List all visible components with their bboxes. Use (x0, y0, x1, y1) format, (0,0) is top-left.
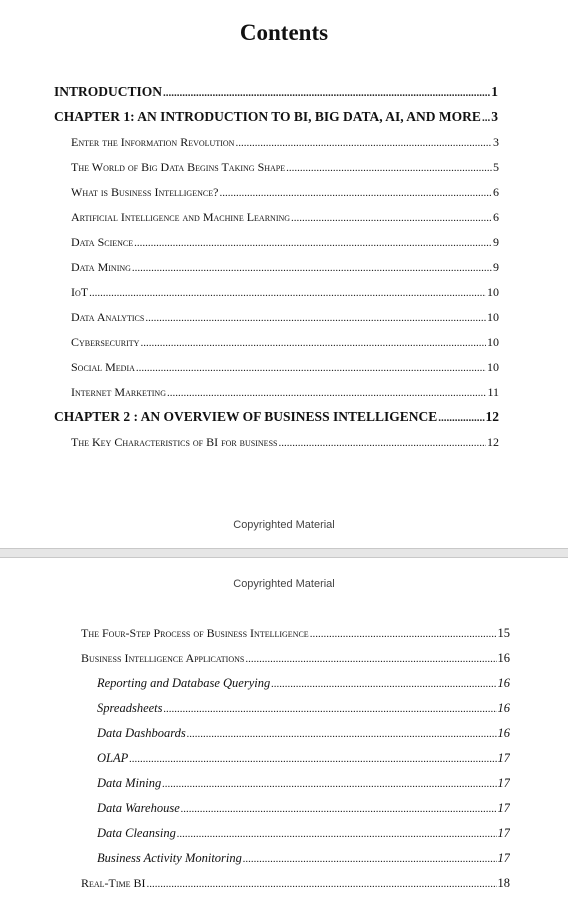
toc-entry-page: 17 (497, 801, 510, 815)
toc-entry-label: Enter the Information Revolution (71, 135, 235, 149)
toc-entry-page: 12 (487, 435, 499, 449)
toc-leader-dots (278, 433, 486, 452)
toc-entry-label: Data Dashboards (97, 726, 186, 740)
toc-entry-label: Data Science (71, 235, 134, 249)
toc-entry-page: 16 (497, 651, 510, 665)
toc-entry-four-step-process[interactable] (81, 623, 510, 643)
copyright-notice: Copyrighted Material (233, 519, 335, 531)
toc-entry-label: INTRODUCTION (54, 84, 163, 99)
toc-entry-ai-ml[interactable] (71, 207, 499, 227)
toc-entry-label: Data Mining (71, 260, 131, 274)
toc-entry-label: Data Cleansing (97, 826, 176, 840)
toc-leader-dots (129, 749, 496, 768)
toc-leader-dots (164, 699, 497, 718)
contents-heading: Contents (239, 20, 329, 45)
toc-entry-label: The Four-Step Process of Business Intelligence (81, 626, 309, 640)
toc-entry-social-media[interactable] (71, 357, 499, 377)
toc-leader-dots (132, 258, 492, 277)
toc-entry-data-cleansing[interactable] (97, 823, 510, 843)
toc-entry-label: Business Intelligence Applications (81, 651, 245, 665)
toc-entry-what-is-bi[interactable] (71, 182, 499, 202)
toc-leader-dots (163, 83, 490, 102)
toc-entry-internet-marketing[interactable] (71, 382, 499, 402)
toc-entry-label: Data Warehouse (97, 801, 180, 815)
toc-entry-label: Cybersecurity (71, 335, 140, 349)
toc-entry-chapter-2[interactable] (54, 407, 499, 427)
toc-entry-key-characteristics[interactable] (71, 432, 499, 452)
copyright-notice: Copyrighted Material (233, 578, 335, 590)
toc-entry-data-science[interactable] (71, 232, 499, 252)
toc-entry-label: IoT (71, 285, 89, 299)
toc-entry-label: Business Activity Monitoring (97, 851, 242, 865)
toc-entry-business-activity-monitoring[interactable] (97, 848, 510, 868)
toc-entry-page: 10 (487, 360, 499, 374)
toc-leader-dots (145, 308, 486, 327)
toc-entry-data-dashboards[interactable] (97, 723, 510, 743)
toc-leader-dots (177, 824, 497, 843)
toc-entry-page: 10 (487, 285, 499, 299)
toc-entry-page: 9 (493, 260, 499, 274)
toc-leader-dots (162, 774, 496, 793)
toc-entry-information-revolution[interactable] (71, 132, 499, 152)
toc-leader-dots (219, 183, 492, 202)
toc-entry-label: Social Media (71, 360, 135, 374)
toc-entry-label: OLAP (97, 751, 129, 765)
toc-entry-label: CHAPTER 1: AN INTRODUCTION TO BI, BIG DATA, AI, AND MORE (54, 109, 481, 124)
toc-entry-page: 1 (491, 84, 498, 99)
toc-entry-label: The World of Big Data Begins Taking Shape (71, 160, 286, 174)
toc-leader-dots (134, 233, 492, 252)
toc-leader-dots (140, 333, 486, 352)
toc-entry-big-data[interactable] (71, 157, 499, 177)
toc-entry-label: CHAPTER 2 : AN OVERVIEW OF BUSINESS INTELLIGENCE (54, 409, 438, 424)
toc-leader-dots (271, 674, 496, 693)
toc-leader-dots (286, 158, 492, 177)
toc-entry-page: 6 (493, 185, 499, 199)
toc-entry-label: Data Analytics (71, 310, 145, 324)
toc-entry-iot[interactable] (71, 282, 499, 302)
toc-leader-dots (310, 624, 497, 643)
toc-entry-page: 16 (497, 726, 510, 740)
toc-entry-page: 3 (493, 135, 499, 149)
toc-entry-real-time-bi[interactable] (81, 873, 510, 893)
toc-leader-dots (482, 108, 490, 127)
toc-entry-chapter-1[interactable] (54, 107, 498, 127)
document-page-2 (0, 558, 568, 900)
toc-entry-label: Artificial Intelligence and Machine Learning (71, 210, 291, 224)
toc-entry-page: 10 (487, 310, 499, 324)
toc-leader-dots (187, 724, 497, 743)
toc-entry-page: 18 (497, 876, 510, 890)
toc-entry-data-mining-2[interactable] (97, 773, 510, 793)
toc-leader-dots (136, 358, 486, 377)
toc-entry-label: The Key Characteristics of BI for business (71, 435, 278, 449)
toc-entry-page: 17 (497, 826, 510, 840)
toc-entry-label: Real-Time BI (81, 876, 146, 890)
toc-entry-data-warehouse[interactable] (97, 798, 510, 818)
toc-leader-dots (291, 208, 492, 227)
toc-entry-page: 9 (493, 235, 499, 249)
toc-entry-page: 15 (497, 626, 510, 640)
toc-entry-page: 11 (487, 385, 499, 399)
toc-entry-olap[interactable] (97, 748, 510, 768)
toc-leader-dots (147, 874, 497, 893)
toc-entry-page: 12 (485, 409, 499, 424)
toc-entry-page: 16 (497, 676, 510, 690)
toc-entry-page: 17 (497, 776, 510, 790)
toc-entry-label: Internet Marketing (71, 385, 166, 399)
toc-leader-dots (245, 649, 496, 668)
toc-entry-bi-applications[interactable] (81, 648, 510, 668)
toc-entry-reporting-querying[interactable] (97, 673, 510, 693)
toc-entry-page: 17 (497, 751, 510, 765)
toc-entry-data-mining[interactable] (71, 257, 499, 277)
toc-entry-page: 17 (497, 851, 510, 865)
toc-entry-page: 3 (491, 109, 498, 124)
toc-leader-dots (167, 383, 486, 402)
page-separator (0, 548, 568, 558)
toc-entry-label: What is Business Intelligence? (71, 185, 219, 199)
toc-entry-page: 6 (493, 210, 499, 224)
toc-entry-spreadsheets[interactable] (97, 698, 510, 718)
toc-entry-page: 16 (497, 701, 510, 715)
toc-leader-dots (235, 133, 492, 152)
toc-entry-page: 10 (487, 335, 499, 349)
toc-leader-dots (243, 849, 497, 868)
toc-entry-cybersecurity[interactable] (71, 332, 499, 352)
toc-leader-dots (89, 283, 486, 302)
toc-leader-dots (181, 799, 497, 818)
toc-entry-label: Spreadsheets (97, 701, 163, 715)
toc-entry-label: Reporting and Database Querying (97, 676, 271, 690)
toc-entry-page: 5 (493, 160, 499, 174)
toc-entry-introduction[interactable] (54, 82, 498, 102)
toc-entry-data-analytics[interactable] (71, 307, 499, 327)
toc-entry-label: Data Mining (97, 776, 162, 790)
toc-leader-dots (438, 408, 484, 427)
